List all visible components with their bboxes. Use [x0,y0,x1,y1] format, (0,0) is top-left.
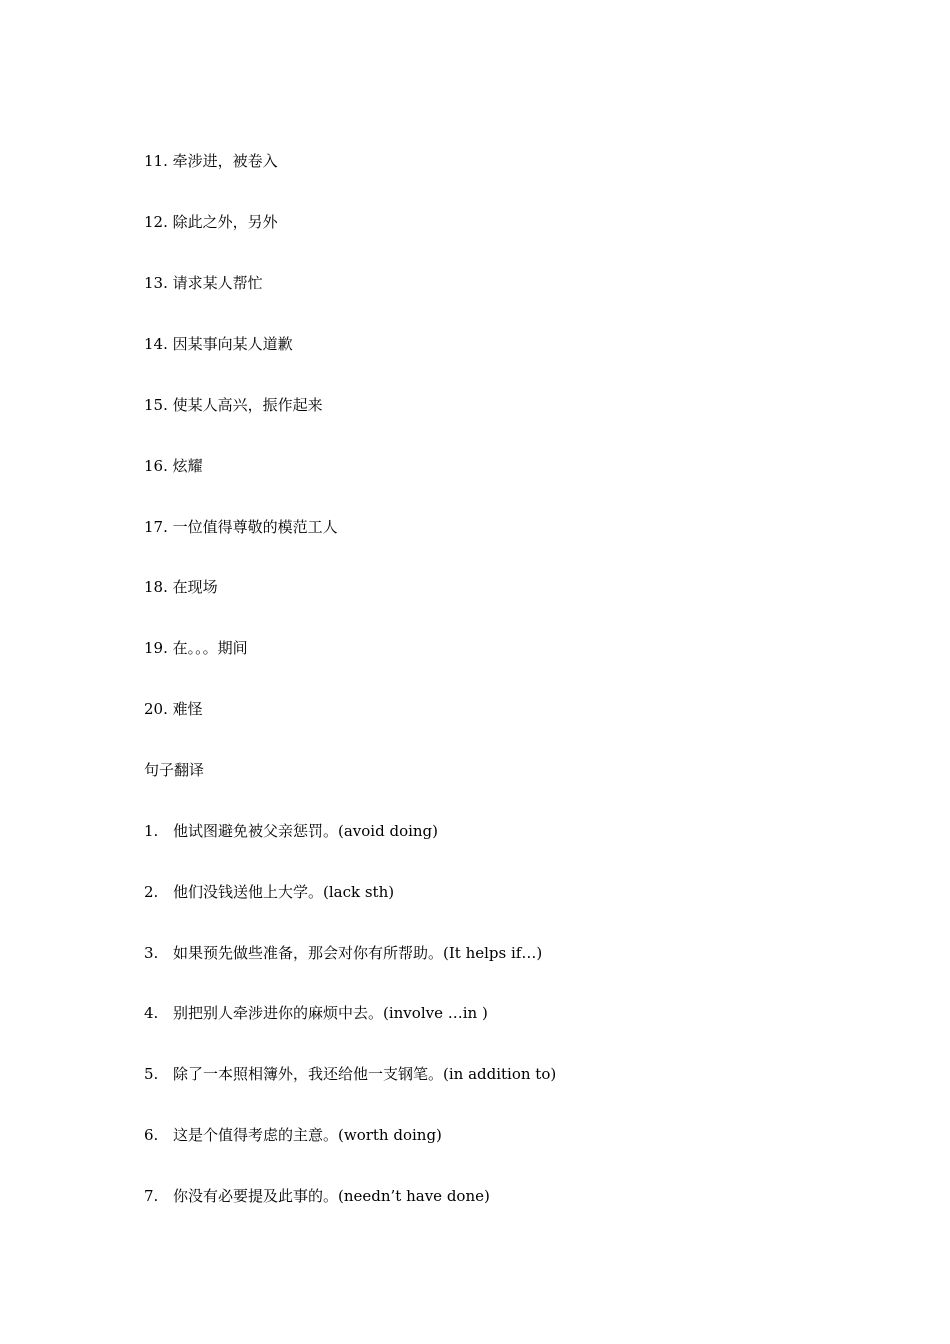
item-text: 这是个值得考虑的主意。(worth doing) [173,1126,442,1144]
sentence-item [144,1064,556,1084]
item-number: 4. [144,1004,159,1022]
sentence-item [144,1003,488,1023]
item-text: 一位值得尊敬的模范工人 [172,518,338,536]
item-text: 在。。。期间 [172,639,248,657]
item-number: 13. [144,274,168,292]
phrase-item [144,699,203,719]
sentence-item [144,882,394,902]
item-number: 19. [144,639,168,657]
item-number: 15. [144,396,168,414]
item-text: 你没有必要提及此事的。(needn’t have done) [173,1187,490,1205]
item-number: 12. [144,213,168,231]
item-number: 18. [144,578,168,596]
item-text: 他试图避免被父亲惩罚。(avoid doing) [173,822,439,840]
section-title: 句子翻译 [144,761,205,779]
item-text: 除了一本照相簿外，我还给他一支钢笔。(in addition to) [173,1065,557,1083]
item-text: 别把别人牵涉进你的麻烦中去。(involve …in ) [173,1004,488,1022]
item-text: 如果预先做些准备，那会对你有所帮助。(It helps if…) [173,944,543,962]
item-text: 炫耀 [172,457,203,475]
phrase-item [144,334,293,354]
item-text: 牵涉进，被卷入 [172,152,278,170]
item-text: 使某人高兴，振作起来 [172,396,323,414]
phrase-item [144,638,248,658]
item-number: 5. [144,1065,159,1083]
phrase-item [144,273,263,293]
item-number: 20. [144,700,168,718]
item-number: 2. [144,883,159,901]
phrase-item [144,577,218,597]
item-number: 3. [144,944,159,962]
item-text: 难怪 [172,700,203,718]
phrase-item [144,151,278,171]
item-number: 1. [144,822,159,840]
phrase-item [144,456,203,476]
phrase-item [144,517,338,537]
item-text: 请求某人帮忙 [172,274,263,292]
item-text: 他们没钱送他上大学。(lack sth) [173,883,395,901]
item-text: 除此之外，另外 [172,213,278,231]
item-number: 6. [144,1126,159,1144]
sentence-item [144,943,542,963]
item-number: 14. [144,335,168,353]
sentence-item [144,821,438,841]
item-text: 在现场 [172,578,218,596]
sentence-item [144,1125,442,1145]
item-number: 17. [144,518,168,536]
item-number: 7. [144,1187,159,1205]
sentence-item [144,1186,490,1206]
phrase-item [144,212,278,232]
phrase-item [144,395,323,415]
item-number: 16. [144,457,168,475]
item-number: 11. [144,152,168,170]
item-text: 因某事向某人道歉 [172,335,293,353]
